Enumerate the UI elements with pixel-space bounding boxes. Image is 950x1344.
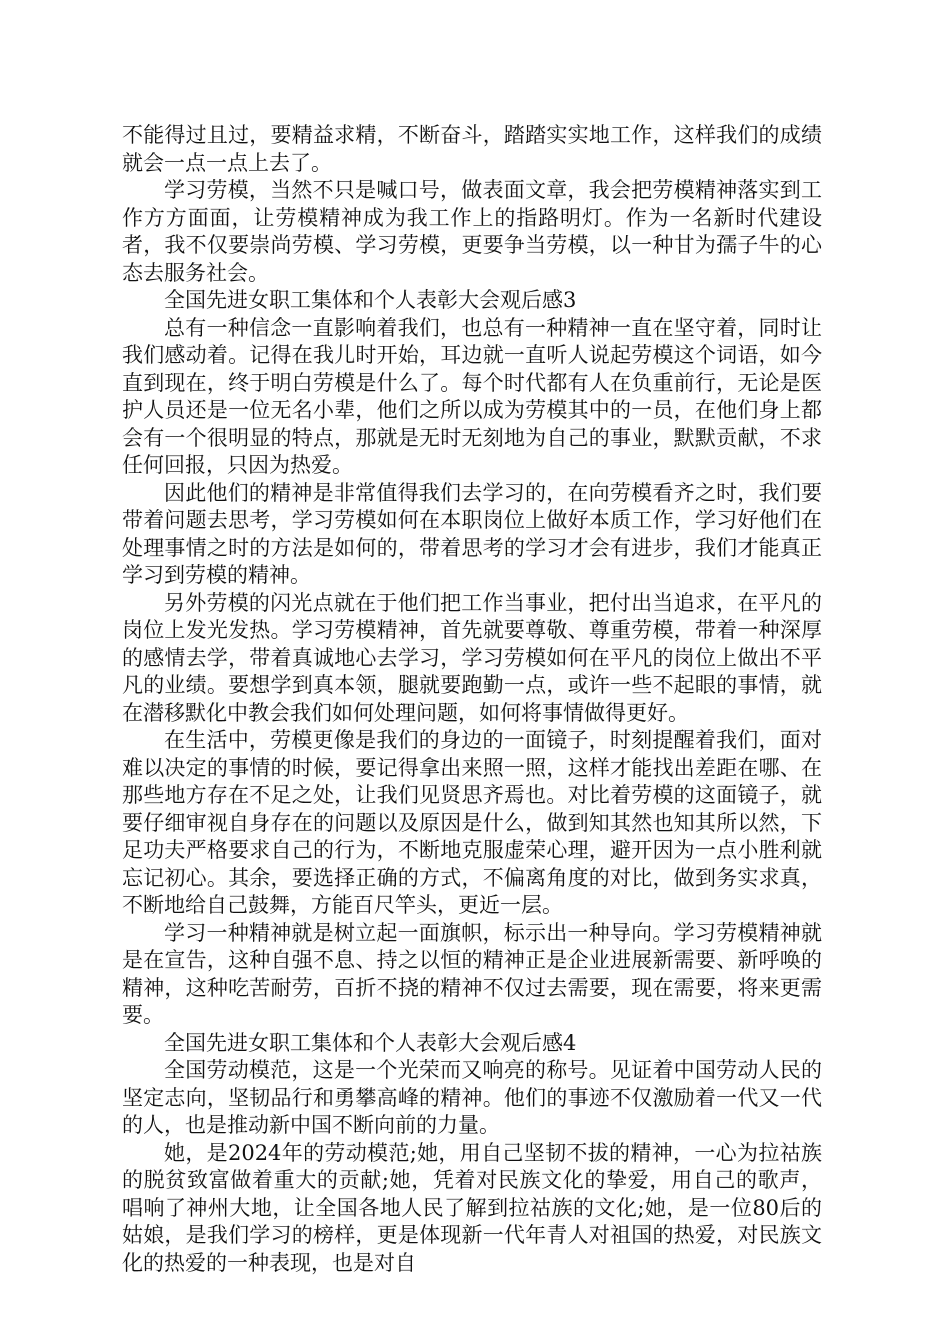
paragraph: 她，是2024年的劳动模范;她，用自己坚韧不拔的精神，一心为拉祜族的脱贫致富做着重大的贡献;她，凭着对民族文化的挚爱，用自己的歌声，唱响了神州大地，让全国各地人民了解到拉祜族的文化;她，是一位80后的姑娘，是我们学习的榜样，更是体现新一代年青人对祖国的热爱，对民族文化的热爱的一种表现，也是对自 [122,1140,822,1275]
paragraph: 在生活中，劳模更像是我们的身边的一面镜子，时刻提醒着我们，面对难以决定的事情的时候，要记得拿出来照一照，这样才能找出差距在哪、在那些地方存在不足之处，让我们见贤思齐焉也。对比着劳模的这面镜子，就要仔细审视自身存在的问题以及原因是什么，做到知其然也知其所以然，下足功夫严格要求自己的行为，不断地克服虚荣心理，避开因为一点小胜利就忘记初心。其余，要选择正确的方式，不偏离角度的对比，做到务实求真，不断地给自己鼓舞，方能百尺竿头，更近一层。 [122,728,822,917]
paragraph: 学习一种精神就是树立起一面旗帜，标示出一种导向。学习劳模精神就是在宣告，这种自强不息、持之以恒的精神正是企业进展新需要、新呼唤的精神，这种吃苦耐劳，百折不挠的精神不仅过去需要，现在需要，将来更需要。 [122,920,822,1027]
paragraph: 全国劳动模范，这是一个光荣而又响亮的称号。见证着中国劳动人民的坚定志向，坚韧品行和勇攀高峰的精神。他们的事迹不仅激励着一代又一代的人，也是推动新中国不断向前的力量。 [122,1058,822,1137]
paragraph: 另外劳模的闪光点就在于他们把工作当事业，把付出当追求，在平凡的岗位上发光发热。学习劳模精神，首先就要尊敬、尊重劳模，带着一种深厚的感情去学，带着真诚地心去学习，学习劳模如何在平凡的岗位上做出不平凡的业绩。要想学到真本领，腿就要跑勤一点，或许一些不起眼的事情，就在潜移默化中教会我们如何处理问题，如何将事情做得更好。 [122,590,822,725]
paragraph-continued: 不能得过且过，要精益求精，不断奋斗，踏踏实实地工作，这样我们的成绩就会一点一点上去了。 [122,123,822,175]
paragraph: 因此他们的精神是非常值得我们去学习的，在向劳模看齐之时，我们要带着问题去思考，学习劳模如何在本职岗位上做好本质工作，学习好他们在处理事情之时的方法是如何的，带着思考的学习才会有进步，我们才能真正学习到劳模的精神。 [122,480,822,587]
section-heading: 全国先进女职工集体和个人表彰大会观后感3 [164,288,577,312]
section-heading: 全国先进女职工集体和个人表彰大会观后感4 [164,1030,577,1055]
paragraph: 总有一种信念一直影响着我们，也总有一种精神一直在坚守着，同时让我们感动着。记得在我儿时开始，耳边就一直听人说起劳模这个词语，如今直到现在，终于明白劳模是什么了。每个时代都有人在负重前行，无论是医护人员还是一位无名小辈，他们之所以成为劳模其中的一员，在他们身上都会有一个很明显的特点，那就是无时无刻地为自己的事业，默默贡献，不求任何回报，只因为热爱。 [122,315,822,477]
document-body [122,122,822,1277]
paragraph: 学习劳模，当然不只是喊口号，做表面文章，我会把劳模精神落实到工作方方面面，让劳模精神成为我工作上的指路明灯。作为一名新时代建设者，我不仅要崇尚劳模、学习劳模，更要争当劳模，以一种甘为孺子牛的心态去服务社会。 [122,178,822,285]
